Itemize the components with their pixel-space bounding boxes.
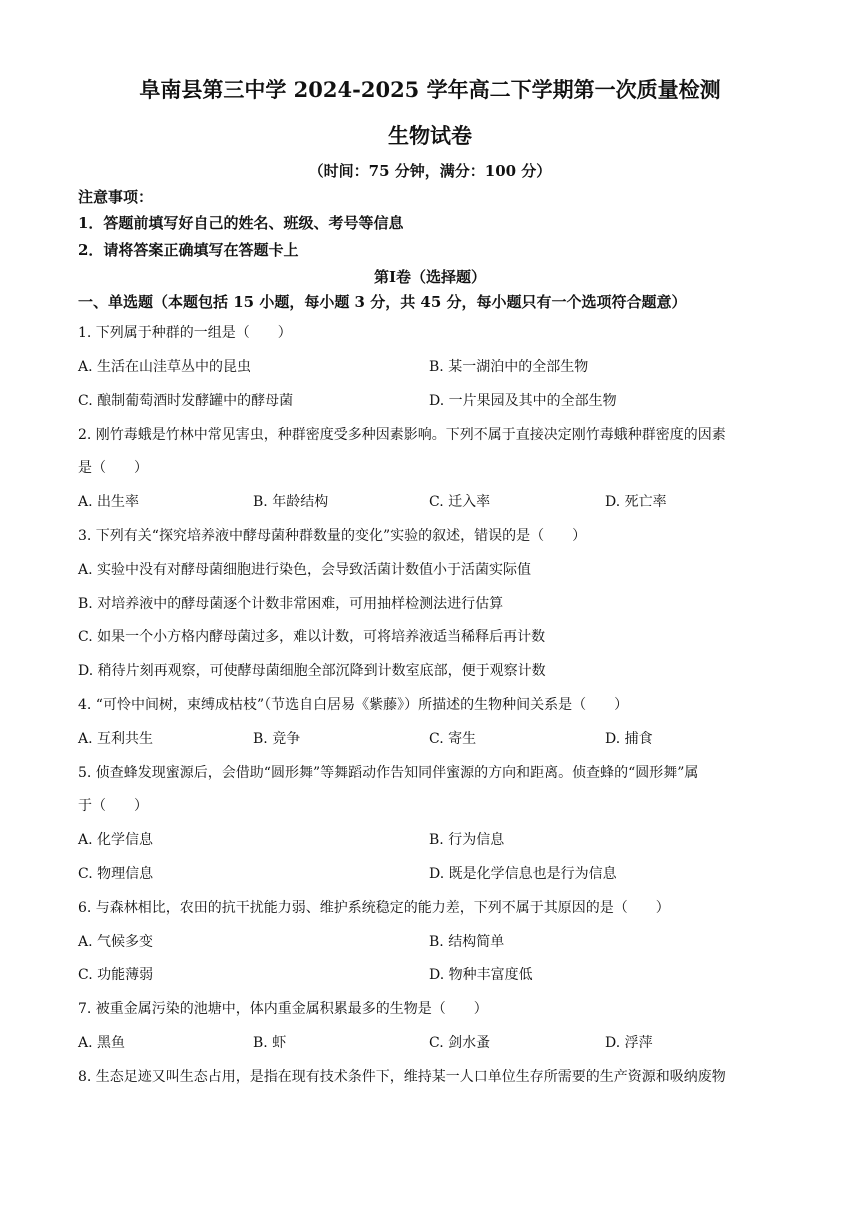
question-stem: 3. 下列有关“探究培养液中酵母菌种群数量的变化”实验的叙述，错误的是（ ） — [78, 528, 587, 544]
option-d: D. 物种丰富度低 — [429, 967, 533, 983]
option-c: C. 酿制葡萄酒时发酵罐中的酵母菌 — [78, 393, 294, 409]
notice-item: 2．请将答案正确填写在答题卡上 — [78, 241, 299, 259]
option-b: B. 结构简单 — [429, 934, 505, 950]
question-stem: 8. 生态足迹又叫生态占用，是指在现有技术条件下，维持某一人口单位生存所需要的生产资源和吸纳废物 — [78, 1069, 726, 1085]
option-a: A. 出生率 — [78, 494, 140, 510]
option-a: A. 实验中没有对酵母菌细胞进行染色，会导致活菌计数值小于活菌实际值 — [78, 562, 532, 578]
option-d: D. 死亡率 — [605, 494, 667, 510]
question-stem: 7. 被重金属污染的池塘中，体内重金属积累最多的生物是（ ） — [78, 1001, 488, 1017]
option-b: B. 行为信息 — [429, 832, 505, 848]
question-stem: 6. 与森林相比，农田的抗干扰能力弱、维护系统稳定的能力差，下列不属于其原因的是（ ） — [78, 900, 670, 916]
option-a: A. 互利共生 — [78, 731, 154, 747]
option-c: C. 寄生 — [429, 731, 477, 747]
option-a: A. 黑鱼 — [78, 1035, 126, 1051]
option-b: B. 竞争 — [253, 731, 301, 747]
option-c: C. 物理信息 — [78, 866, 154, 882]
question-stem-continued: 是（ ） — [78, 460, 148, 476]
option-c: C. 如果一个小方格内酵母菌过多，难以计数，可将培养液适当稀释后再计数 — [78, 629, 546, 645]
option-d: D. 既是化学信息也是行为信息 — [429, 866, 617, 882]
question-stem: 5. 侦查蜂发现蜜源后，会借助“圆形舞”等舞蹈动作告知同伴蜜源的方向和距离。侦查蜂的“圆形舞”属 — [78, 765, 699, 781]
option-a: A. 生活在山洼草丛中的昆虫 — [78, 359, 252, 375]
option-a: A. 化学信息 — [78, 832, 154, 848]
option-b: B. 年龄结构 — [253, 494, 329, 510]
option-d: D. 捕食 — [605, 731, 653, 747]
time-info: （时间：75 分钟，满分：100 分） — [308, 162, 552, 180]
question-stem: 1. 下列属于种群的一组是（ ） — [78, 325, 292, 341]
option-a: A. 气候多变 — [78, 934, 154, 950]
question-stem: 4. “可怜中间树，束缚成枯枝”（节选自白居易《紫藤》）所描述的生物种间关系是（ ） — [78, 697, 629, 713]
option-d: D. 浮萍 — [605, 1035, 653, 1051]
option-b: B. 虾 — [253, 1035, 287, 1051]
question-stem-continued: 于（ ） — [78, 798, 148, 814]
part-title: 第Ⅰ卷（选择题） — [373, 268, 487, 286]
option-c: C. 剑水蚤 — [429, 1035, 491, 1051]
exam-title: 阜南县第三中学 2024-2025 学年高二下学期第一次质量检测 — [139, 77, 721, 102]
option-d: D. 稍待片刻再观察，可使酵母菌细胞全部沉降到计数室底部，便于观察计数 — [78, 663, 546, 679]
option-d: D. 一片果园及其中的全部生物 — [429, 393, 617, 409]
option-c: C. 迁入率 — [429, 494, 491, 510]
notice-item: 1．答题前填写好自己的姓名、班级、考号等信息 — [78, 214, 404, 232]
option-b: B. 对培养液中的酵母菌逐个计数非常困难，可用抽样检测法进行估算 — [78, 596, 504, 612]
section-heading: 一、单选题（本题包括 15 小题，每小题 3 分，共 45 分，每小题只有一个选项符合题意） — [78, 293, 687, 311]
option-b: B. 某一湖泊中的全部生物 — [429, 359, 589, 375]
question-stem: 2. 刚竹毒蛾是竹林中常见害虫，种群密度受多种因素影响。下列不属于直接决定刚竹毒蛾种群密度的因素 — [78, 427, 726, 443]
subject-title: 生物试卷 — [388, 123, 472, 148]
notice-heading: 注意事项： — [78, 188, 154, 206]
option-c: C. 功能薄弱 — [78, 967, 154, 983]
